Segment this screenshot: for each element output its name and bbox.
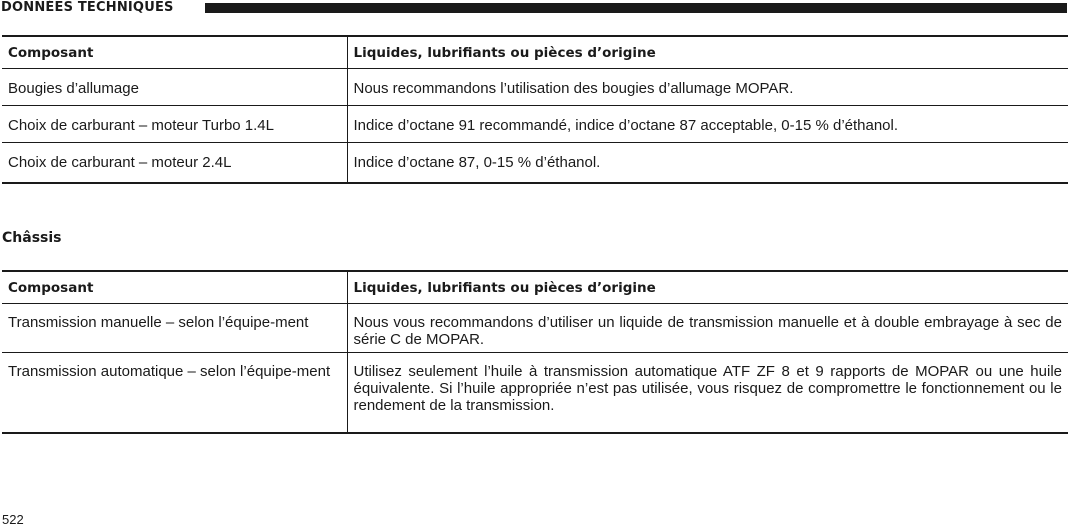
header-title: DONNÉES TECHNIQUES [1,0,182,16]
fluids-table [2,35,1068,184]
page-header [0,0,1069,18]
chassis-table [2,270,1068,434]
section-title: Châssis [2,230,62,246]
cell-fluid: Indice d’octane 91 recommandé, indice d’octane 87 acceptable, 0-15 % d’éthanol. [347,106,1068,143]
table-row [2,69,1068,106]
cell-component: Bougies d’allumage [2,69,347,106]
table-row [2,143,1068,184]
column-header-component: Composant [2,271,347,304]
header-rule [205,3,1067,13]
cell-component: Transmission manuelle – selon l’équipe-ment [2,304,347,353]
table-row [2,304,1068,353]
table-header-row [2,36,1068,69]
cell-fluid: Nous vous recommandons d’utiliser un liquide de transmission manuelle et à double embrayage à sec de série C de MOPAR. [347,304,1068,353]
table-row [2,353,1068,434]
table-header-row [2,271,1068,304]
cell-component: Choix de carburant – moteur 2.4L [2,143,347,184]
page-number: 522 [2,512,24,527]
cell-fluid: Indice d’octane 87, 0-15 % d’éthanol. [347,143,1068,184]
cell-fluid: Utilisez seulement l’huile à transmission automatique ATF ZF 8 et 9 rapports de MOPAR ou une huile équivalente. Si l’huile appropriée n’est pas utilisée, vous risquez de compromettre le fonctionnement ou le rendement de la transmission. [347,353,1068,434]
table-row [2,106,1068,143]
cell-component: Choix de carburant – moteur Turbo 1.4L [2,106,347,143]
cell-fluid: Nous recommandons l’utilisation des bougies d’allumage MOPAR. [347,69,1068,106]
column-header-component: Composant [2,36,347,69]
cell-component: Transmission automatique – selon l’équipe-ment [2,353,347,434]
column-header-fluids: Liquides, lubrifiants ou pièces d’origine [347,36,1068,69]
column-header-fluids: Liquides, lubrifiants ou pièces d’origine [347,271,1068,304]
